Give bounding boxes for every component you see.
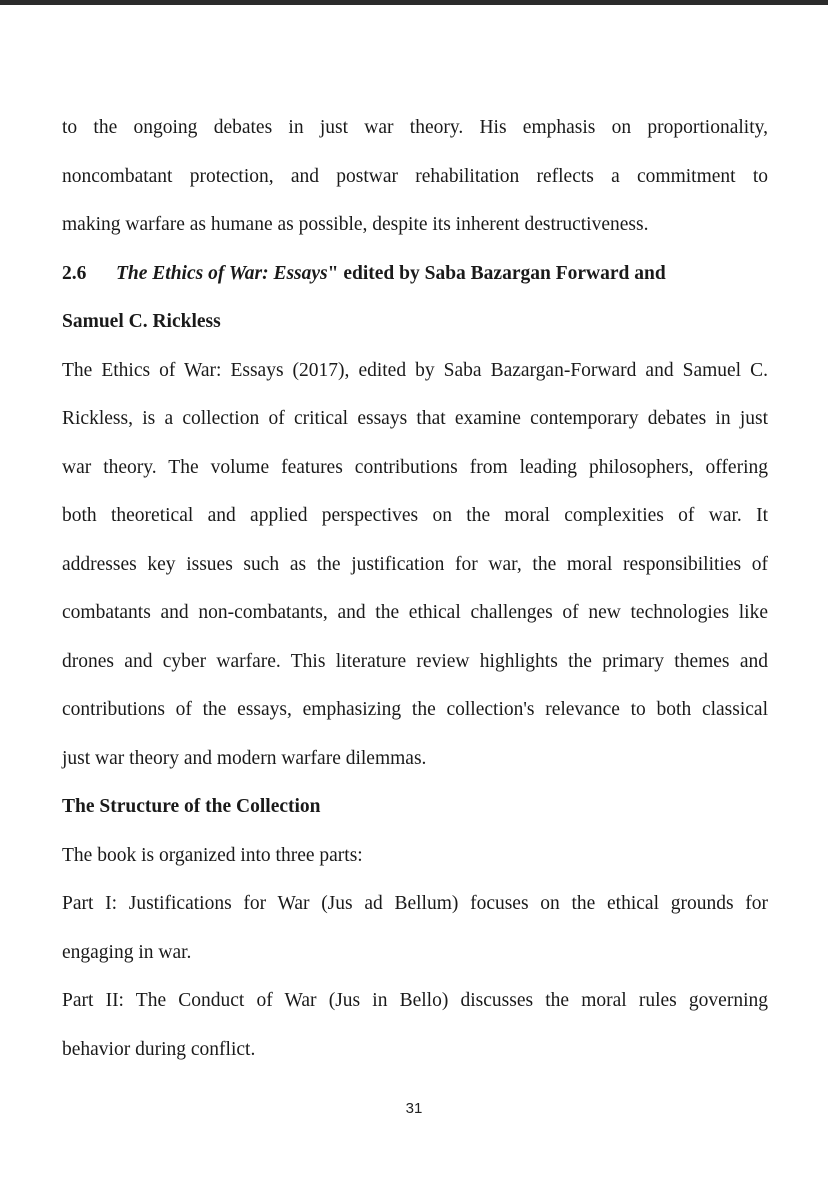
- section-title-rest: " edited by Saba Bazargan Forward and: [327, 262, 666, 284]
- section-title-line-2: Samuel C. Rickless: [62, 311, 221, 332]
- body-line-1: The Ethics of War: Essays (2017), edited by Saba Bazargan-Forward and Samuel C.: [62, 359, 768, 381]
- body-line-5: addresses key issues such as the justification for war, the moral responsibilities of: [62, 553, 768, 575]
- intro-line-1: to the ongoing debates in just war theory. His emphasis on proportionality,: [62, 117, 768, 138]
- part-1-line-2: engaging in war.: [62, 941, 192, 963]
- section-title-italic: The Ethics of War: Essays: [116, 262, 328, 284]
- body-line-8: contributions of the essays, emphasizing the collection's relevance to both classical: [62, 699, 768, 720]
- page-number: 31: [405, 1100, 423, 1117]
- top-edge-border: [0, 0, 828, 5]
- document-page: [62, 104, 768, 1074]
- part-1-line-1: Part I: Justifications for War (Jus ad Bellum) focuses on the ethical grounds for: [62, 893, 768, 914]
- part-2-line-1: Part II: The Conduct of War (Jus in Bello) discusses the moral rules governing: [62, 990, 768, 1011]
- subheading: The Structure of the Collection: [62, 796, 321, 817]
- body-line-4: both theoretical and applied perspectives on the moral complexities of war. It: [62, 505, 768, 526]
- body-line-9: just war theory and modern warfare dilemmas.: [62, 747, 427, 769]
- body-line-2: Rickless, is a collection of critical essays that examine contemporary debates in just: [62, 408, 768, 429]
- body-line-7: drones and cyber warfare. This literature review highlights the primary themes and: [62, 650, 768, 672]
- intro-line-3: making warfare as humane as possible, despite its inherent destructiveness.: [62, 214, 649, 235]
- part-2-line-2: behavior during conflict.: [62, 1038, 256, 1060]
- section-heading: [62, 250, 768, 299]
- intro-line-2: noncombatant protection, and postwar rehabilitation reflects a commitment to: [62, 165, 768, 187]
- body-line-3: war theory. The volume features contributions from leading philosophers, offering: [62, 456, 768, 478]
- section-number: 2.6: [62, 262, 87, 284]
- structure-intro: The book is organized into three parts:: [62, 844, 363, 866]
- body-line-6: combatants and non-combatants, and the ethical challenges of new technologies like: [62, 602, 768, 623]
